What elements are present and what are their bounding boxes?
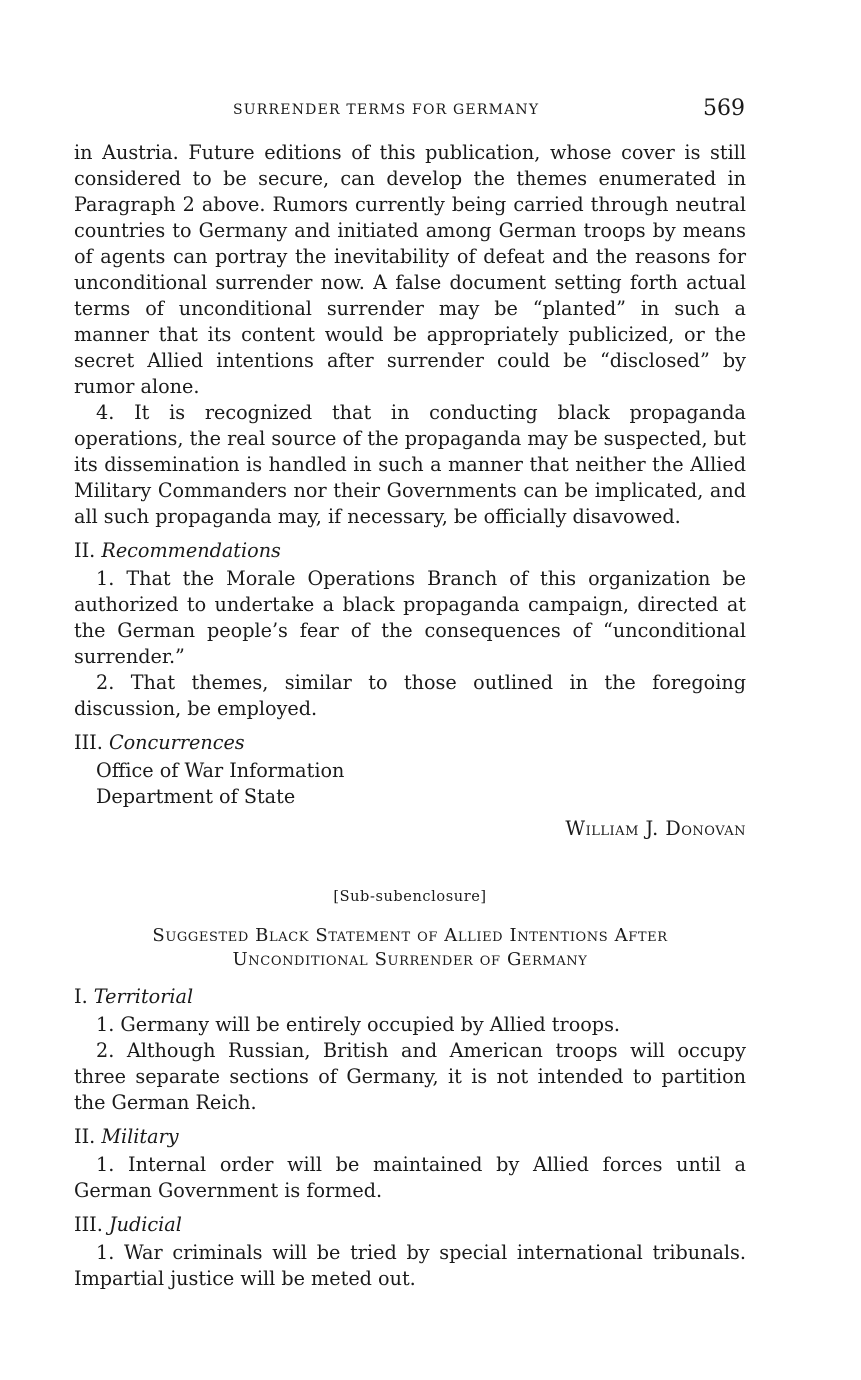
- statement-title-line: Suggested Black Statement of Allied Intentions After: [152, 925, 668, 946]
- page-number: 569: [703, 96, 745, 121]
- statement-item: 1. Germany will be entirely occupied by Allied troops.: [96, 1013, 621, 1036]
- section-title: Concurrences: [108, 731, 245, 754]
- section-heading-military: [74, 1124, 746, 1150]
- paragraph-continuation: in Austria. Future editions of this publication, whose cover is still considered to be secure, can develop the themes enumerated in Paragraph 2 above. Rumors currently being carried through neutral countries to Germany and initiated among German troops by means of agents can portray the inevitability of defeat and the reasons for unconditional surrender now. A false document setting forth actual terms of unconditional surrender may be “planted” in such a manner that its content would be appropriately publicized, or the secret Allied intentions after surrender could be “disclosed” by rumor alone.: [74, 141, 746, 398]
- concurrence-item: Department of State: [96, 785, 296, 808]
- paragraph-4: 4. It is recognized that in conducting black propaganda operations, the real source of the propaganda may be suspected, but its dissemination is handled in such a manner that neither the Allied Military Commanders nor their Governments can be implicated, and all such propaganda may, if necessary, be officially disavowed.: [74, 401, 747, 528]
- section-number: III.: [74, 731, 103, 754]
- recommendation-item: 2. That themes, similar to those outlined in the foregoing discussion, be employed.: [74, 671, 746, 720]
- statement-title-line: Unconditional Surrender of Germany: [232, 949, 588, 970]
- concurrence-item: Office of War Information: [96, 759, 345, 782]
- section-number: I.: [74, 985, 88, 1008]
- statement-item: 1. War criminals will be tried by special international tribunals. Impartial justice will be meted out.: [74, 1241, 746, 1290]
- statement-item: 2. Although Russian, British and American troops will occupy three separate sections of Germany, it is not intended to partition the German Reich.: [74, 1039, 746, 1114]
- subenclosure-label: [Sub-subenclosure]: [333, 889, 487, 905]
- section-heading-judicial: [74, 1212, 746, 1238]
- section-title: Judicial: [108, 1213, 182, 1236]
- section-title: Recommendations: [101, 539, 281, 562]
- section-number: II.: [74, 539, 96, 562]
- statement-item: 1. Internal order will be maintained by Allied forces until a German Government is formed.: [74, 1153, 746, 1202]
- section-heading-territorial: [74, 984, 746, 1010]
- section-number: III.: [74, 1213, 103, 1236]
- section-number: II.: [74, 1125, 96, 1148]
- running-head: [0, 96, 861, 126]
- section-title: Territorial: [93, 985, 194, 1008]
- running-title: SURRENDER TERMS FOR GERMANY: [233, 102, 540, 118]
- signature: William J. Donovan: [565, 817, 746, 840]
- statement-title: [74, 924, 746, 972]
- section-heading-recommendations: [74, 538, 746, 564]
- page-body: [74, 140, 746, 1292]
- section-heading-concurrences: [74, 730, 746, 756]
- recommendation-item: 1. That the Morale Operations Branch of this organization be authorized to undertake a black propaganda campaign, directed at the German people’s fear of the consequences of “unconditional surrender.”: [74, 567, 746, 668]
- statement-body: [74, 984, 746, 1292]
- section-title: Military: [101, 1125, 179, 1148]
